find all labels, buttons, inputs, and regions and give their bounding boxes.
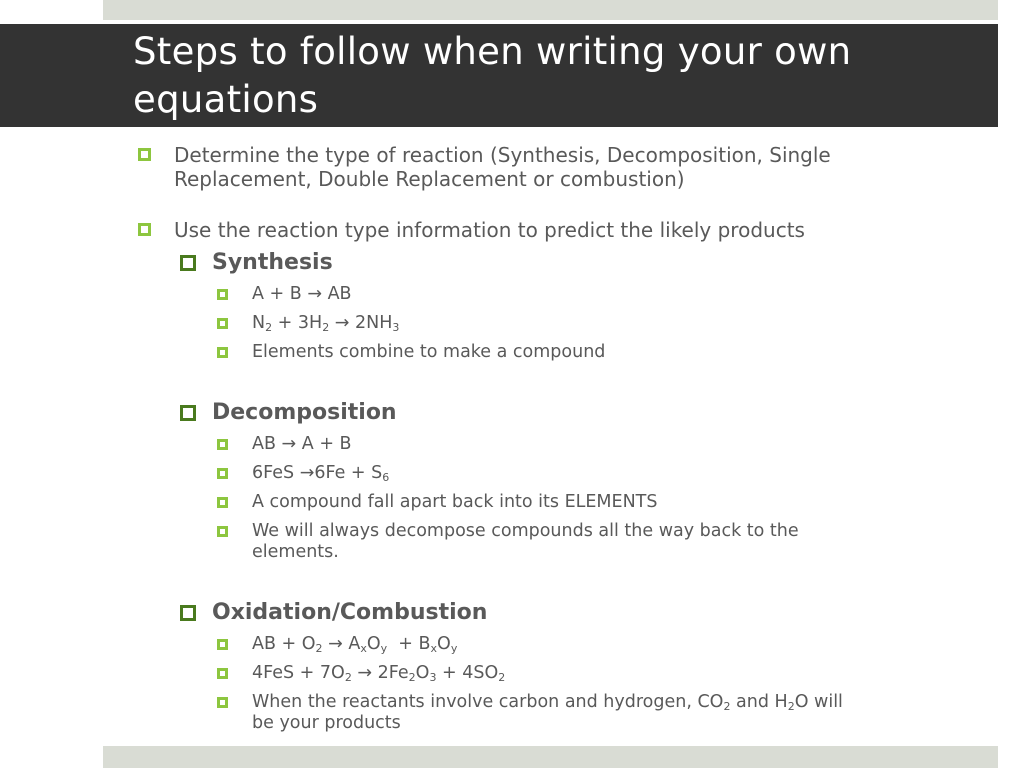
combustion-general-equation: AB + $O_2 \to A_xO_y + B_xO_y$ — [252, 634, 458, 655]
synthesis-example-equation: $N_2 + 3H_2 \to 2NH_3$ — [252, 313, 400, 334]
synthesis-note: Elements combine to make a compound — [252, 342, 606, 362]
square-bullet-icon — [217, 318, 228, 329]
heading-oxidation-combustion: Oxidation/Combustion — [212, 600, 488, 625]
square-bullet-icon — [217, 468, 228, 479]
decomposition-note-always: We will always decompose compounds all the way back to the elements. — [252, 521, 799, 562]
bottom-decorative-strip — [103, 746, 998, 768]
combustion-example-equation: $4FeS + 7O_2 \to 2Fe_2O_3 + 4SO_2$ — [252, 663, 506, 684]
decomposition-example-equation: $6FeS \to 6Fe + S_6$ — [252, 463, 390, 484]
square-bullet-icon — [217, 289, 228, 300]
slide-title: Steps to follow when writing your own equations — [133, 30, 852, 121]
square-bullet-icon — [217, 526, 228, 537]
bullet-use-reaction-type: Use the reaction type information to predict the likely products — [174, 218, 805, 242]
square-bullet-icon — [180, 405, 196, 421]
square-bullet-icon — [217, 497, 228, 508]
decomposition-general-equation: AB → A + B — [252, 434, 352, 454]
square-bullet-icon — [138, 148, 151, 161]
heading-synthesis: Synthesis — [212, 250, 333, 275]
top-decorative-strip — [103, 0, 998, 20]
combustion-note-products: When the reactants involve carbon and hydrogen, $CO_2$ and $H_2O$ will be your products — [252, 692, 843, 733]
square-bullet-icon — [217, 347, 228, 358]
square-bullet-icon — [180, 605, 196, 621]
synthesis-general-equation: A + B → AB — [252, 284, 352, 304]
square-bullet-icon — [180, 255, 196, 271]
decomposition-note-elements: A compound fall apart back into its ELEMENTS — [252, 492, 658, 512]
square-bullet-icon — [138, 223, 151, 236]
square-bullet-icon — [217, 697, 228, 708]
square-bullet-icon — [217, 668, 228, 679]
heading-decomposition: Decomposition — [212, 400, 397, 425]
square-bullet-icon — [217, 439, 228, 450]
bullet-determine-type: Determine the type of reaction (Synthesis, Decomposition, Single Replacement, Double Replacement or combustion) — [174, 143, 831, 191]
square-bullet-icon — [217, 639, 228, 650]
